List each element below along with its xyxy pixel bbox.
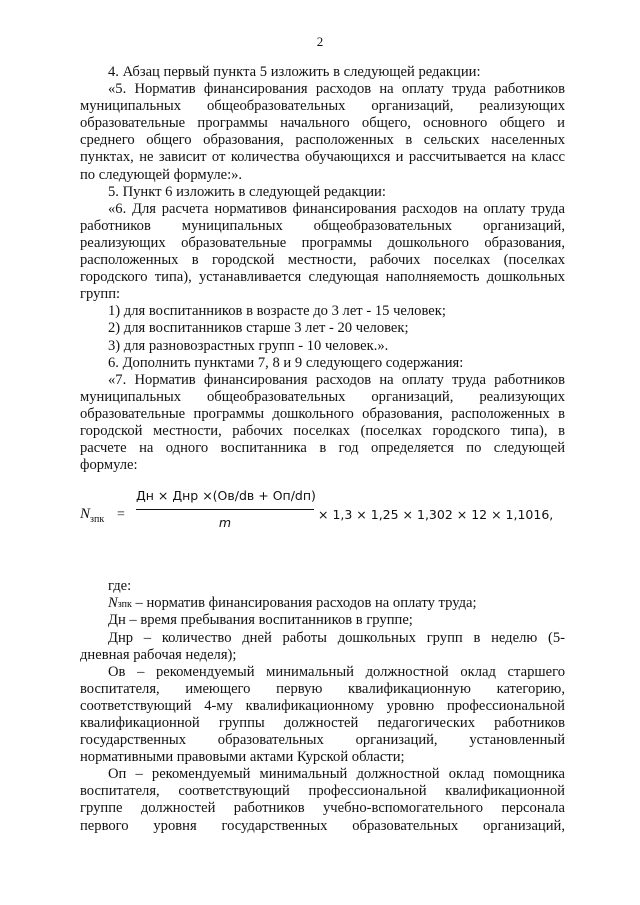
- legend-line: государственных образовательных организаций, установленный: [80, 732, 565, 749]
- formula-equals: =: [117, 507, 125, 523]
- paragraph-line: по следующей формуле:».: [80, 166, 243, 183]
- paragraph-line: муниципальных общеобразовательных организаций, реализующих: [80, 388, 565, 405]
- paragraph-line: городской местности, рабочих поселках (поселках городского типа), в: [80, 422, 565, 439]
- paragraph-line: среднего общего образования, расположенных в сельских населенных: [80, 132, 565, 149]
- paragraph-line: пунктах, не зависит от количества обучающихся и рассчитывается на класс: [80, 149, 565, 166]
- paragraph-line: образовательные программы начального общего, основного общего и: [80, 115, 565, 132]
- paragraph-line: расположенных в городской местности, рабочих поселках (поселках: [80, 252, 565, 269]
- legend-line: соответствующий 4-му квалификационному уровню профессиональной: [80, 697, 565, 714]
- formula-multipliers: × 1,3 × 1,25 × 1,302 × 12 × 1,1016,: [318, 507, 554, 523]
- document-body: [80, 64, 565, 835]
- formula: [80, 488, 565, 552]
- formula-lhs: $N_{зпк}$: [80, 506, 105, 526]
- formula-numerator: Дн × Днр ×(Ов/dв + Оп/dп): [136, 488, 316, 504]
- formula-lhs-subscript: зпк: [90, 514, 105, 526]
- paragraph-line: «7. Норматив финансирования расходов на оплату труда работников: [108, 371, 565, 388]
- list-item: 3) для разновозрастных групп - 10 человек.».: [108, 337, 389, 354]
- page-number: 2: [316, 34, 324, 49]
- legend-line: Оп – рекомендуемый минимальный должностной оклад помощника: [108, 766, 565, 783]
- paragraph-line: «5. Норматив финансирования расходов на оплату труда работников: [108, 81, 565, 98]
- legend-line: группе должностей работников учебно-вспомогательного персонала: [80, 800, 565, 817]
- paragraph-line: 4. Абзац первый пункта 5 изложить в следующей редакции:: [108, 64, 481, 80]
- paragraph-line: групп:: [80, 286, 121, 303]
- formula-denominator: m: [218, 515, 232, 531]
- paragraph-line: муниципальных общеобразовательных организаций, реализующих: [80, 98, 565, 115]
- fraction-bar: [136, 509, 314, 510]
- legend-line: воспитателя, соответствующий профессиональной квалификационной: [80, 783, 565, 800]
- legend-line: Днр – количество дней работы дошкольных групп в неделю (5-: [108, 629, 565, 646]
- paragraph-line: расчете на одного воспитанника в год определяется по следующей: [80, 440, 565, 457]
- legend-line: дневная рабочая неделя);: [80, 646, 237, 663]
- paragraph-line: 5. Пункт 6 изложить в следующей редакции:: [108, 183, 386, 200]
- paragraph-line: реализующих образовательные программы дошкольного образования,: [80, 234, 565, 251]
- legend-line: Дн – время пребывания воспитанников в группе;: [108, 612, 413, 629]
- list-item: 1) для воспитанников в возрасте до 3 лет - 15 человек;: [108, 303, 446, 320]
- paragraph-line: образовательные программы дошкольного образования, расположенных в: [80, 405, 565, 422]
- paragraph-line: работников муниципальных общеобразовательных организаций,: [80, 217, 565, 234]
- legend-line: где:: [108, 578, 132, 595]
- legend-line: воспитателя, имеющего первую квалификационную категорию,: [80, 680, 565, 697]
- paragraph-line: формуле:: [80, 457, 138, 474]
- legend-line: нормативными правовыми актами Курской области;: [80, 749, 405, 766]
- legend-line: Nзпк – норматив финансирования расходов на оплату труда;: [108, 595, 477, 612]
- paragraph-line: «6. Для расчета нормативов финансирования расходов на оплату труда: [108, 200, 565, 217]
- legend-line: первого уровня государственных образовательных организаций,: [80, 817, 565, 834]
- paragraph-line: 6. Дополнить пунктами 7, 8 и 9 следующего содержания:: [108, 354, 464, 371]
- legend-line: квалификационной группы должностей педагогических работников: [80, 715, 565, 731]
- list-item: 2) для воспитанников старше 3 лет - 20 человек;: [108, 320, 409, 337]
- legend-line: Ов – рекомендуемый минимальный должностной оклад старшего: [108, 663, 565, 680]
- paragraph-line: городского типа), устанавливается следующая наполняемость дошкольных: [80, 269, 565, 286]
